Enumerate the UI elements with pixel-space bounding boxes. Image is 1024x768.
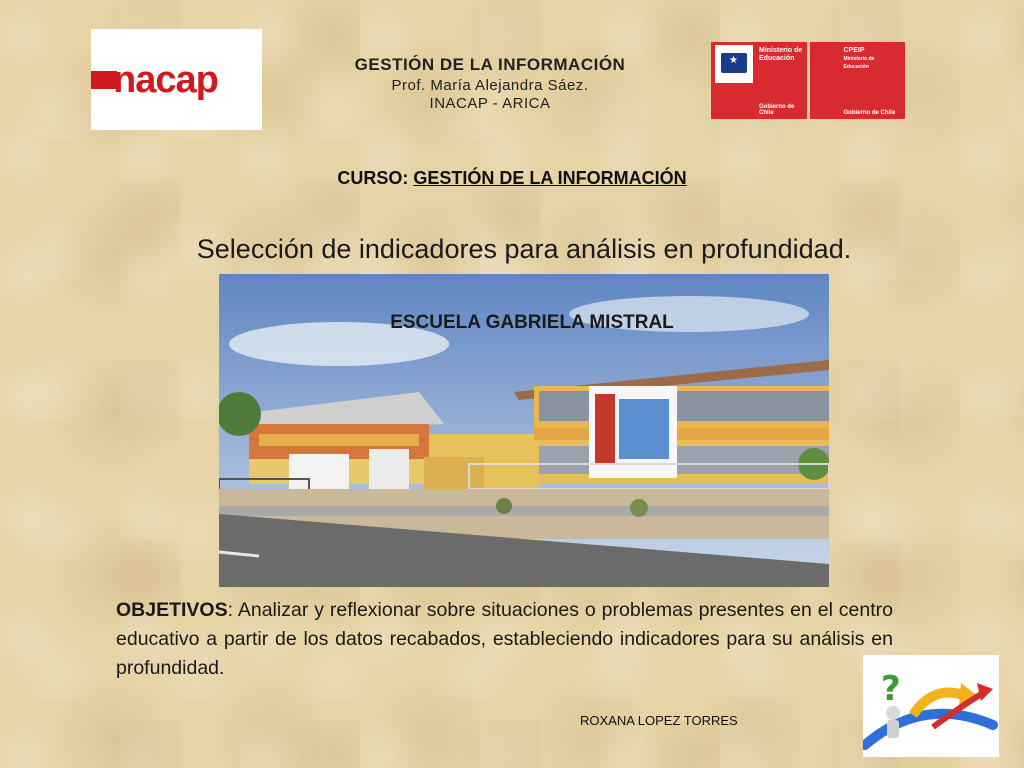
- header-professor: Prof. María Alejandra Sáez.: [391, 77, 589, 94]
- course-name: GESTIÓN DE LA INFORMACIÓN: [413, 168, 687, 188]
- mineduc-logo: [711, 42, 807, 119]
- course-title: [0, 168, 1024, 189]
- government-logos: [711, 42, 905, 119]
- mineduc-logo-bottom-text: Gobierno de Chile: [759, 104, 795, 116]
- cpeip-logo-top-text: [844, 47, 894, 71]
- chile-seal-icon: ★: [715, 45, 753, 83]
- cpeip-logo-subtitle: Ministerio de Educación: [843, 56, 875, 70]
- header-title: GESTIÓN DE LA INFORMACIÓN: [354, 55, 626, 74]
- objectives-paragraph: [116, 596, 893, 683]
- school-name: ESCUELA GABRIELA MISTRAL: [390, 312, 674, 333]
- course-label: CURSO:: [337, 168, 414, 188]
- inacap-logo: [91, 29, 262, 130]
- header-text-block: [300, 55, 680, 112]
- question-arrow-clipart: [863, 655, 999, 757]
- inacap-logo-text: nacap: [113, 59, 218, 101]
- objectives-label: OBJETIVOS: [116, 599, 228, 621]
- svg-text:?: ?: [881, 669, 901, 709]
- cpeip-logo: [810, 42, 906, 119]
- mineduc-logo-top-text: Ministerio de Educación: [759, 47, 803, 62]
- objectives-text: : Analizar y reflexionar sobre situaciones o problemas presentes en el centro educativo a partir de los datos recabados, estableciendo indicadores para su análisis en profundidad.: [116, 599, 893, 679]
- slide-title: Selección de indicadores para análisis en profundidad.: [196, 234, 852, 264]
- header-location: INACAP - ARICA: [429, 95, 551, 112]
- cpeip-logo-bottom-text: Gobierno de Chile: [843, 110, 896, 116]
- author-name: ROXANA LOPEZ TORRES: [580, 713, 738, 728]
- cpeip-logo-title: CPEIP: [843, 47, 865, 54]
